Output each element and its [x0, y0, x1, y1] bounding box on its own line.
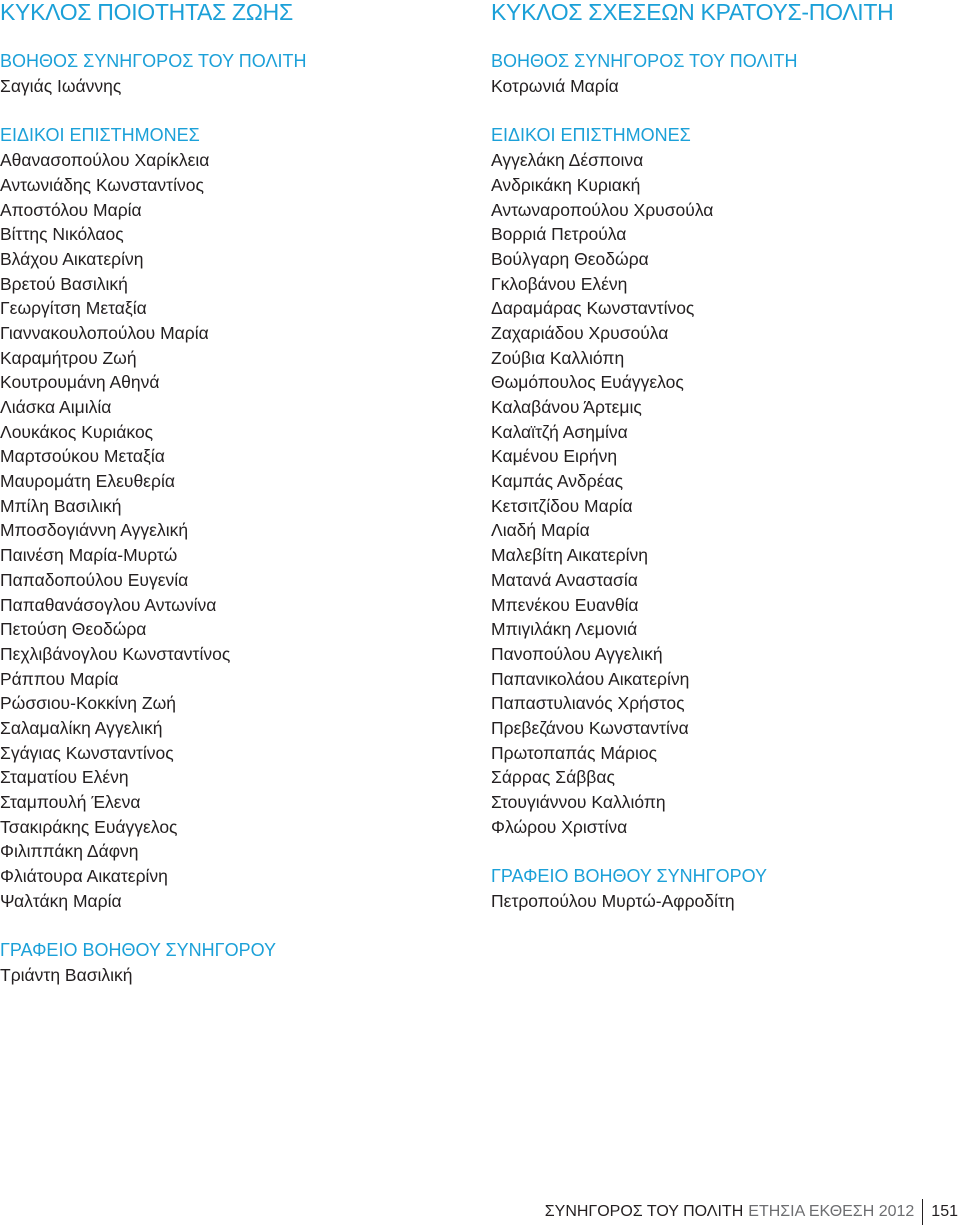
specialist-name: Πρωτοπαπάς Μάριος [491, 742, 658, 763]
specialist-name: Καμπάς Ανδρέας [491, 471, 624, 492]
specialist-name: Κετσιτζίδου Μαρία [491, 495, 633, 516]
specialist-name: Καλαϊτζή Ασημίνα [491, 421, 628, 442]
specialist-name: Ματανά Αναστασία [491, 569, 638, 590]
deputy-office-heading: ΓΡΑΦΕΙΟ ΒΟΗΘΟΥ ΣΥΝΗΓΟΡΟΥ [0, 940, 277, 961]
specialist-name: Πρεβεζάνου Κωνσταντίνα [491, 717, 689, 738]
specialist-name: Μπενέκου Ευανθία [491, 594, 639, 615]
quality-of-life-cycle-column [0, 0, 480, 988]
specialist-name: Φλιάτουρα Αικατερίνη [0, 866, 168, 887]
deputy-ombudsman-heading: ΒΟΗΘΟΣ ΣΥΝΗΓΟΡΟΣ ΤΟΥ ΠΟΛΙΤΗ [491, 51, 798, 72]
specialist-name: Γεωργίτση Μεταξία [0, 298, 147, 319]
state-citizen-relations-cycle-column [491, 0, 951, 913]
specialist-name: Γκλοβάνου Ελένη [491, 273, 628, 294]
specialist-name: Καλαβάνου Άρτεμις [491, 397, 642, 417]
specialist-name: Βρετού Βασιλική [0, 273, 128, 294]
deputy-office-heading: ΓΡΑΦΕΙΟ ΒΟΗΘΟΥ ΣΥΝΗΓΟΡΟΥ [491, 866, 768, 887]
deputy-ombudsman-name: Κοτρωνιά Μαρία [491, 76, 619, 97]
deputy-ombudsman-heading: ΒΟΗΘΟΣ ΣΥΝΗΓΟΡΟΣ ΤΟΥ ΠΟΛΙΤΗ [0, 51, 307, 72]
specialist-name: Μαυρομάτη Ελευθερία [0, 471, 175, 492]
specialist-name: Βορριά Πετρούλα [491, 224, 627, 245]
page-footer [545, 1200, 958, 1224]
specialist-name: Σαλαμαλίκη Αγγελική [0, 717, 163, 738]
specialist-name: Φλώρου Χριστίνα [491, 816, 628, 837]
specialist-name: Μαρτσούκου Μεταξία [0, 446, 165, 467]
specialist-name: Μπίλη Βασιλική [0, 495, 122, 516]
specialist-name: Ρώσσιου-Κοκκίνη Ζωή [0, 693, 176, 714]
specialist-name: Μαλεβίτη Αικατερίνη [491, 545, 648, 566]
section-title: ΚΥΚΛΟΣ ΠΟΙΟΤΗΤΑΣ ΖΩΗΣ [0, 0, 293, 25]
footer-report-title: ΕΤΗΣΙΑ ΕΚΘΕΣΗ 2012 [748, 1203, 915, 1220]
deputy-ombudsman-name: Σαγιάς Ιωάννης [0, 76, 122, 97]
specialist-name: Μπιγιλάκη Λεμονιά [491, 619, 638, 640]
specialist-name: Βούλγαρη Θεοδώρα [491, 248, 649, 269]
specialist-name: Παπαδοπούλου Ευγενία [0, 569, 189, 590]
specialist-name: Λουκάκος Κυριάκος [0, 421, 154, 442]
specialist-name: Σταματίου Ελένη [0, 767, 129, 788]
specialist-name: Αθανασοπούλου Χαρίκλεια [0, 150, 210, 171]
specialists-heading: ΕΙΔΙΚΟΙ ΕΠΙΣΤΗΜΟΝΕΣ [0, 125, 200, 146]
specialist-name: Πεχλιβάνογλου Κωνσταντίνος [0, 643, 231, 664]
page-number: 151 [931, 1203, 958, 1220]
specialist-name: Δαραμάρας Κωνσταντίνος [491, 298, 695, 319]
specialist-name: Καμένου Ειρήνη [491, 446, 618, 467]
specialist-name: Παπαθανάσογλου Αντωνίνα [0, 594, 217, 615]
footer-organization: ΣΥΝΗΓΟΡΟΣ ΤΟΥ ΠΟΛΙΤΗ [544, 1203, 744, 1220]
deputy-office-staff-list [0, 963, 480, 988]
specialist-name: Γιαννακουλοπούλου Μαρία [0, 322, 209, 343]
specialist-name: Λιαδή Μαρία [491, 520, 590, 541]
office-staff-name: Τριάντη Βασιλική [0, 964, 133, 985]
footer-divider [922, 1199, 923, 1225]
specialist-name: Μποσδογιάννη Αγγελική [0, 520, 189, 541]
specialist-name: Ράππου Μαρία [0, 668, 119, 689]
specialists-list [0, 148, 480, 913]
specialist-name: Θωμόπουλος Ευάγγελος [491, 372, 684, 393]
specialist-name: Αντωναροπούλου Χρυσούλα [491, 199, 714, 220]
specialist-name: Αντωνιάδης Κωνσταντίνος [0, 174, 204, 195]
specialist-name: Τσακιράκης Ευάγγελος [0, 816, 178, 837]
specialist-name: Παπανικολάου Αικατερίνη [491, 668, 690, 689]
specialist-name: Παπαστυλιανός Χρήστος [491, 693, 685, 714]
specialist-name: Λιάσκα Αιμιλία [0, 397, 112, 417]
specialist-name: Αγγελάκη Δέσποινα [491, 150, 644, 171]
specialist-name: Σγάγιας Κωνσταντίνος [0, 742, 174, 763]
specialists-list [491, 148, 951, 839]
specialist-name: Ψαλτάκη Μαρία [0, 890, 122, 911]
specialist-name: Σάρρας Σάββας [491, 767, 615, 788]
specialist-name: Ζούβια Καλλιόπη [491, 347, 625, 368]
section-title: ΚΥΚΛΟΣ ΣΧΕΣΕΩΝ ΚΡΑΤΟΥΣ-ΠΟΛΙΤΗ [491, 0, 894, 25]
deputy-office-staff-list [491, 889, 951, 914]
specialist-name: Πανοπούλου Αγγελική [491, 643, 663, 664]
specialist-name: Σταμπουλή Έλενα [0, 792, 141, 812]
specialist-name: Καραμήτρου Ζωή [0, 347, 137, 368]
office-staff-name: Πετροπούλου Μυρτώ-Αφροδίτη [491, 890, 735, 911]
specialist-name: Ανδρικάκη Κυριακή [491, 174, 641, 195]
specialist-name: Φιλιππάκη Δάφνη [0, 841, 139, 862]
specialists-heading: ΕΙΔΙΚΟΙ ΕΠΙΣΤΗΜΟΝΕΣ [491, 125, 691, 146]
specialist-name: Πετούση Θεοδώρα [0, 619, 147, 640]
specialist-name: Βλάχου Αικατερίνη [0, 248, 144, 269]
specialist-name: Βίττης Νικόλαος [0, 224, 124, 245]
specialist-name: Ζαχαριάδου Χρυσούλα [491, 322, 669, 343]
specialist-name: Αποστόλου Μαρία [0, 199, 142, 220]
specialist-name: Παινέση Μαρία-Μυρτώ [0, 545, 178, 566]
specialist-name: Στουγιάννου Καλλιόπη [491, 792, 666, 812]
specialist-name: Κουτρουμάνη Αθηνά [0, 372, 160, 393]
